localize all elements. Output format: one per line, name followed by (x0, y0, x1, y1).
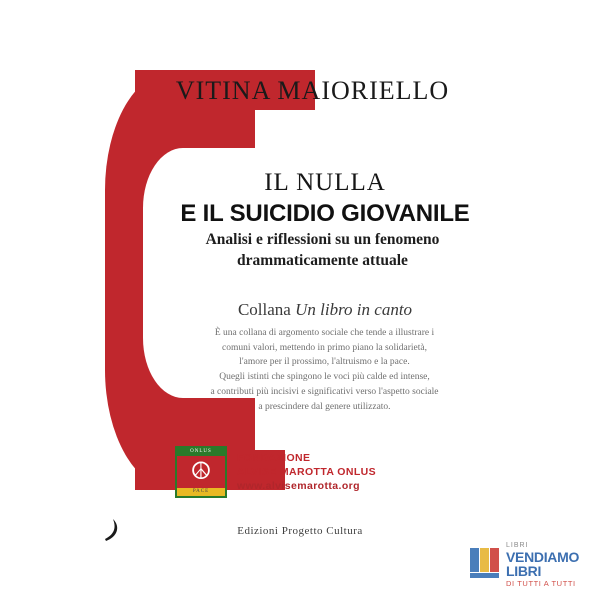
book-subtitle-line-2: drammaticamente attuale (237, 251, 408, 269)
cover-content (95, 28, 505, 573)
watermark-main-label: VENDIAMO (506, 548, 580, 565)
series-label (155, 300, 495, 320)
book-cover (95, 28, 505, 573)
book-subtitle (150, 230, 495, 272)
foundation-text (237, 451, 376, 494)
book-title-line-1: IL NULLA (264, 169, 386, 196)
watermark-sub-label: LIBRI (506, 563, 542, 580)
book-subtitle-line-1: Analisi e riflessioni su un fenomeno (205, 231, 440, 248)
series-name: Un libro in canto (295, 300, 413, 319)
author-name: VITINA MAIORIELLO (175, 76, 450, 105)
series-blurb-line: comuni valori, mettendo in primo piano la solidarietà, (222, 342, 427, 353)
foundation-logo-icon (175, 446, 227, 498)
foundation-logo-row (175, 446, 475, 498)
series-blurb-line: È una collana di argomento sociale che tende a illustrare i (214, 328, 435, 338)
watermark-text (506, 542, 579, 588)
logo-top-bar-label: ONLUS (177, 448, 225, 456)
foundation-line-1: FONDAZIONE (237, 451, 311, 464)
foundation-website: www.alvisemarotta.org (237, 480, 360, 493)
publisher-name: Edizioni Progetto Cultura (237, 525, 363, 537)
series-prefix: Collana (237, 300, 296, 319)
series-blurb-line: Quegli istinti che spingono le voci più calde ed intense, (219, 372, 430, 383)
watermark-top-label: LIBRI (506, 542, 529, 550)
dove-icon: ☮ (190, 459, 212, 485)
logo-bottom-bar-label: PACE (177, 488, 225, 496)
watermark-tagline: DI TUTTI A TUTTI (506, 578, 576, 588)
series-blurb (147, 326, 502, 414)
foundation-line-2: ALVISE MAROTTA ONLUS (237, 465, 377, 478)
series-blurb-line: l'amore per il prossimo, l'altruismo e la pace. (239, 357, 410, 368)
flag-base (470, 573, 499, 578)
series-blurb-line: a prescindere dal genere utilizzato. (258, 401, 391, 412)
book-title-line-2: E IL SUICIDIO GIOVANILE (180, 199, 470, 227)
series-blurb-line: a contributi più incisivi e significativi verso l'aspetto sociale (210, 386, 439, 397)
title-block (155, 168, 495, 228)
